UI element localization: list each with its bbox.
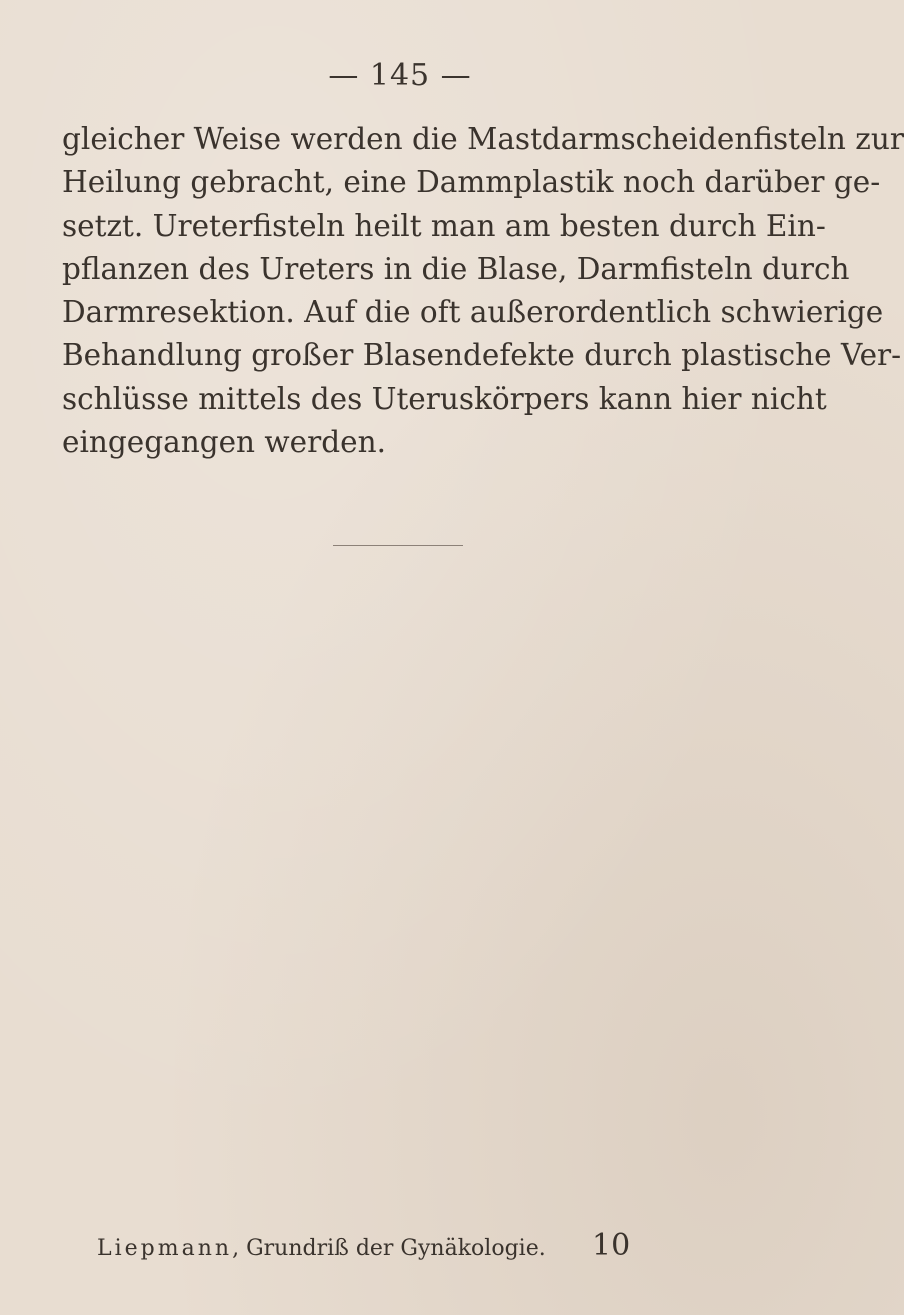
text-line: schlüsse mittels des Uteruskörpers kann hier nicht: [62, 381, 827, 416]
text-line: gleicher Weise werden die Mastdarmscheidenfisteln zur: [62, 122, 904, 156]
text-line: pflanzen des Ureters in die Blase, Darmfisteln durch: [62, 251, 850, 286]
section-divider: [333, 545, 463, 546]
footer-title: , Grundriß der Gynäkologie.: [232, 1236, 546, 1261]
signature-mark: 10: [592, 1228, 631, 1263]
text-line: setzt. Ureterfisteln heilt man am besten durch Ein-: [62, 208, 826, 243]
footer-citation: [97, 1236, 546, 1261]
text-line: Heilung gebracht, eine Dammplastik noch darüber ge-: [62, 165, 881, 200]
page-number-header: — 145 —: [328, 58, 472, 93]
text-line: Darmresektion. Auf die oft außerordentlich schwierige: [62, 295, 884, 330]
footer-author: Liepmann: [97, 1236, 233, 1261]
text-line: Behandlung großer Blasendefekte durch plastische Ver-: [62, 338, 902, 373]
body-paragraph: [62, 118, 904, 464]
text-line: eingegangen werden.: [62, 425, 386, 460]
